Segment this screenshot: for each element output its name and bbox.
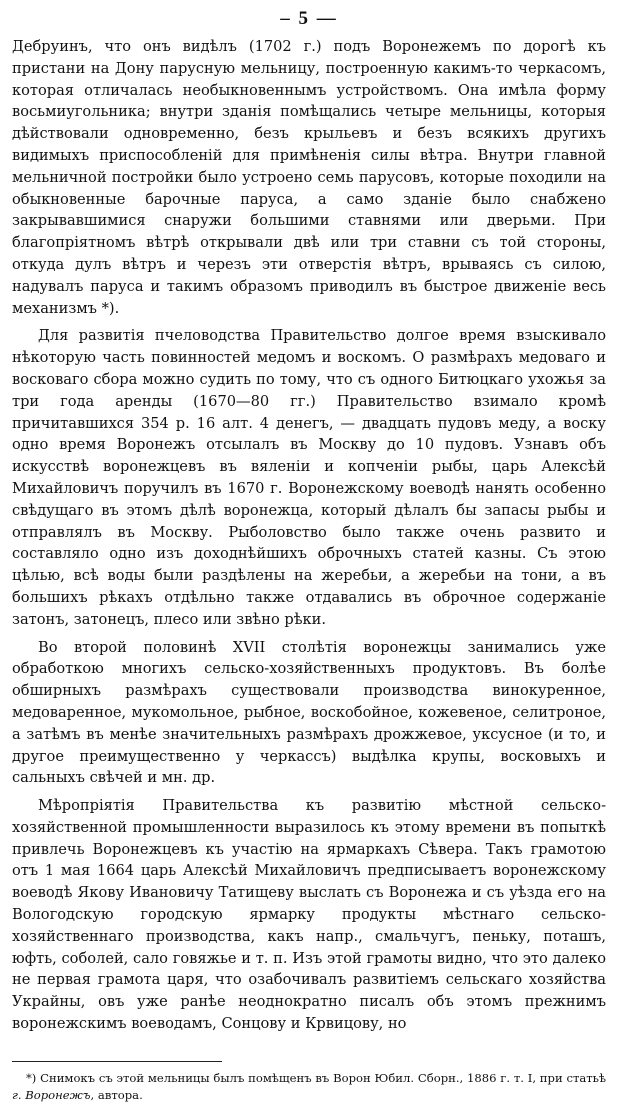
- paragraph-beekeeping-fishing: Для развитія пчеловодства Правительство долгое время взыскивало нѣкоторую часть повинностей медомъ и воскомъ. О размѣрахъ медоваго и восковаго сбора можно судить по тому, что съ одного Битюцкаго ухожья за три года аренды (1670—80 гг.) Правительство взимало кромѣ причитавшихся 354 р. 16 алт. 4 денегъ, — двадцать пудовъ меду, а воску одно время Воронежъ отсылалъ въ Москву до 10 пудовъ. Узнавъ объ искусствѣ воронежцевъ въ вяленіи и копченіи рыбы, царь Алексѣй Михайловичъ поручилъ въ 1670 г. Воронежскому воеводѣ нанять особенно свѣдущаго въ этомъ дѣлѣ воронежца, который дѣлалъ бы запасы рыбы и отправлялъ въ Москву. Рыболовство было также очень развито и составляло одно изъ доходнѣйшихъ оброчныхъ статей казны. Съ этою цѣлью, всѣ воды были раздѣлены на жеребьи, а жеребьи на тони, а въ большихъ рѣкахъ отдѣльно также отдавались въ оброчное содержаніе затонъ, затонецъ, плесо или звѣно рѣки.: [12, 327, 606, 628]
- page-number: – 5 —: [280, 8, 338, 29]
- footnote-italic-title: г. Воронежъ: [12, 1087, 91, 1102]
- paragraph-government-measures: Мѣропріятія Правительства къ развитію мѣстной сельско-хозяйственной промышленности выразилось къ этому времени въ попыткѣ привлечь Воронежцевъ къ участію на ярмаркахъ Сѣвера. Такъ грамотою отъ 1 мая 1664 царь Алексѣй Михайловичъ предписываетъ воронежскому воеводѣ Якову Ивановичу Татищеву выслать съ Воронежа и съ уѣзда его на Вологодскую городскую ярмарку продукты мѣстнаго сельско-хозяйственнаго производства, какъ напр., смальчугъ, пеньку, поташъ, юфть, соболей, сало говяжье и т. п. Изъ этой грамоты видно, что это далеко не первая грамота царя, что озабочивалъ развитіемъ сельскаго хозяйства Украйны, овъ уже ранѣе неоднократно писалъ объ этомъ прежнимъ воронежскимъ воеводамъ, Сонцову и Крвицову, но: [12, 797, 606, 1033]
- footnote-tail: , автора.: [90, 1087, 143, 1102]
- footnote-text: *) Снимокъ съ этой мельницы былъ помѣщенъ въ Ворон Юбил. Сборн., 1886 г. т. I, при статьѣ: [26, 1070, 606, 1085]
- footnote: [12, 1070, 606, 1104]
- paragraph-processing-industries: Во второй половинѣ XVII столѣтія воронежцы занимались уже обработкою многихъ сельско-хозяйственныхъ продуктовъ. Въ болѣе обширныхъ размѣрахъ существовали производства винокуренное, медоваренное, мукомольное, рыбное, воскобойное, кожевеное, селитроное, а затѣмъ въ менѣе значительныхъ размѣрахъ дрожжевое, уксусное (и то, и другое преимущественно у черкассъ) выдѣлка крупы, восковыхъ и сальныхъ свѣчей и мн. др.: [12, 638, 606, 787]
- footnote-divider: [12, 1061, 222, 1062]
- paragraph-windmill: Дебруинъ, что онъ видѣлъ (1702 г.) подъ Воронежемъ по дорогѣ къ пристани на Дону парусную мельницу, построенную какимъ-то черкасомъ, которая отличалась необыкновеннымъ устройствомъ. Она имѣла форму восьмиугольника; внутри зданія помѣщались четыре мельницы, которыя дѣйствовали одновременно, безъ крыльевъ и безъ всякихъ другихъ видимыхъ приспособленій для примѣненія силы вѣтра. Внутри главной мельничной постройки было устроено семь парусовъ, которые походили на обыкновенные барочные паруса, а само зданіе было снабжено закрывавшимися снаружи большими ставнями или дверьми. При благопріятномъ вѣтрѣ открывали двѣ или три ставни съ той стороны, откуда дулъ вѣтръ и черезъ эти отверстія вѣтръ, врываясь съ силою, надувалъ паруса и такимъ образомъ приводилъ въ быстрое движеніе весь механизмъ *).: [12, 38, 606, 317]
